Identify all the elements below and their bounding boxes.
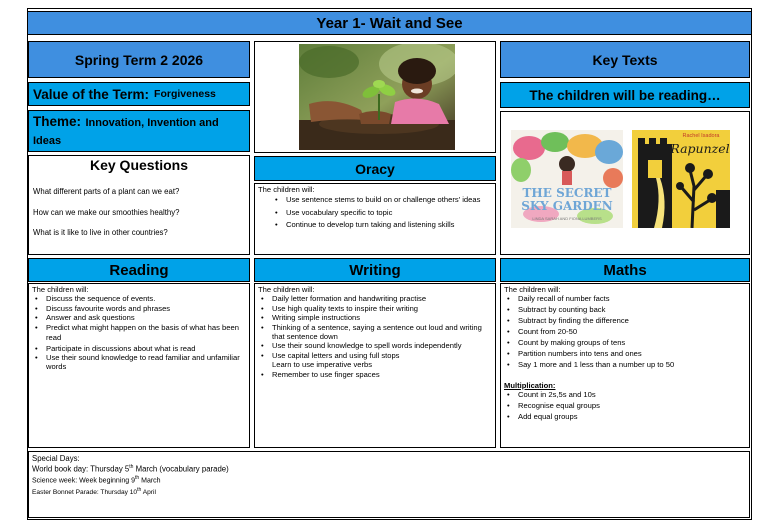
multiplication-item-3: • Add equal groups <box>506 412 746 421</box>
maths-item-3: • Subtract by finding the difference <box>506 316 746 325</box>
reading-panel <box>28 283 250 448</box>
maths-panel <box>500 283 750 448</box>
writing-item-1: • Daily letter formation and handwriting practise <box>260 294 492 303</box>
book-2-author: Rachel Isadora <box>682 133 720 139</box>
key-question-2: How can we make our smoothies healthy? <box>33 208 180 217</box>
maths-list <box>506 294 746 369</box>
key-question-3: What is it like to live in other countries? <box>33 228 168 237</box>
writing-item-4: • Thinking of a sentence, saying a sentence out loud and writing that sentence down <box>260 323 492 342</box>
key-questions-title: Key Questions <box>89 157 189 173</box>
writing-item-2: • Use high quality texts to inspire their writing <box>260 304 492 313</box>
multiplication-list <box>506 390 746 421</box>
oracy-intro: The children will: <box>258 185 315 194</box>
maths-item-2: • Subtract by counting back <box>506 305 746 314</box>
reading-title: Reading <box>109 261 169 279</box>
book-1-authors: LINDA SARAH AND FIONA LUMBERS <box>532 216 602 221</box>
reading-subtitle-banner <box>500 82 750 108</box>
book-1-title-line2: SKY GARDEN <box>521 199 613 213</box>
book-1-title-line1: THE SECRET <box>522 186 612 200</box>
page-title-text: Year 1- Wait and See <box>316 14 463 32</box>
reading-intro: The children will: <box>32 285 89 294</box>
special-day-1: World book day: Thursday 5th March (vocabulary parade) <box>32 464 229 474</box>
reading-item-2: • Discuss favourite words and phrases <box>34 304 246 313</box>
theme-banner <box>28 110 250 152</box>
writing-intro: The children will: <box>258 285 315 294</box>
reading-item-3: • Answer and ask questions <box>34 313 246 322</box>
writing-item-3: • Writing simple instructions <box>260 313 492 322</box>
key-texts-subtitle: The children will be reading… <box>529 87 721 103</box>
special-days-title: Special Days: <box>32 454 80 463</box>
value-word: Forgiveness <box>154 88 216 100</box>
writing-banner <box>254 258 496 282</box>
oracy-item-2: • Use vocabulary specific to topic <box>274 208 492 217</box>
key-texts-title: Key Texts <box>592 51 658 68</box>
key-question-1: What different parts of a plant can we eat? <box>33 187 180 196</box>
oracy-item-3: • Continue to develop turn taking and listening skills <box>274 220 492 229</box>
multiplication-item-2: • Recognise equal groups <box>506 401 746 410</box>
reading-item-6: • Use their sound knowledge to read familiar and unfamiliar words <box>34 353 246 372</box>
planting-photo <box>299 44 455 150</box>
reading-list <box>34 294 246 371</box>
reading-item-1: • Discuss the sequence of events. <box>34 294 246 303</box>
oracy-item-1: • Use sentence stems to build on or challenge others' ideas <box>274 195 492 204</box>
reading-banner <box>28 258 250 282</box>
maths-intro: The children will: <box>504 285 561 294</box>
key-texts-banner <box>500 41 750 78</box>
writing-title: Writing <box>349 261 401 279</box>
reading-item-4: • Predict what might happen on the basis of what has been read <box>34 323 246 344</box>
theme-text: Innovation, Invention and Ideas <box>33 117 219 147</box>
book-cover-secret-sky-garden <box>511 130 623 228</box>
maths-item-6: • Partition numbers into tens and ones <box>506 349 746 358</box>
writing-item-5: • Use their sound knowledge to spell words independently <box>260 341 492 350</box>
maths-title: Maths <box>603 261 647 279</box>
maths-item-7: • Say 1 more and 1 less than a number up to 50 <box>506 360 746 369</box>
special-days-panel <box>28 451 750 518</box>
key-questions-panel <box>28 155 250 255</box>
book-cover-rapunzel <box>632 130 730 228</box>
book-cover-1-art <box>511 130 623 228</box>
theme-prefix: Theme: <box>33 114 82 129</box>
oracy-banner <box>254 156 496 181</box>
multiplication-item-1: • Count in 2s,5s and 10s <box>506 390 746 399</box>
page-title <box>27 11 752 35</box>
writing-panel <box>254 283 496 448</box>
value-prefix: Value of the Term: <box>33 86 150 102</box>
oracy-title: Oracy <box>355 160 395 177</box>
maths-banner <box>500 258 750 282</box>
value-banner <box>28 82 250 106</box>
reading-item-5: • Participate in discussions about what is read <box>34 344 246 353</box>
oracy-list <box>274 195 492 229</box>
special-day-3: Easter Bonnet Parade: Thursday 10th April <box>32 486 156 496</box>
book-2-title: Rapunzel <box>670 141 730 156</box>
writing-item-8: • Remember to use finger spaces <box>260 370 492 379</box>
maths-item-1: • Daily recall of number facts <box>506 294 746 303</box>
writing-list <box>260 294 492 379</box>
multiplication-title: Multiplication: <box>504 380 556 390</box>
maths-item-4: • Count from 20-50 <box>506 327 746 336</box>
special-day-2: Science week: Week beginning 9th March <box>32 475 161 485</box>
photo-panel <box>254 41 496 153</box>
term-banner <box>28 41 250 78</box>
books-panel <box>500 111 750 255</box>
writing-item-6: • Use capital letters and using full stops <box>260 351 492 360</box>
oracy-panel <box>254 183 496 255</box>
term-label: Spring Term 2 2026 <box>74 51 204 68</box>
writing-item-7: Learn to use imperative verbs <box>272 360 373 370</box>
maths-item-5: • Count by making groups of tens <box>506 338 746 347</box>
